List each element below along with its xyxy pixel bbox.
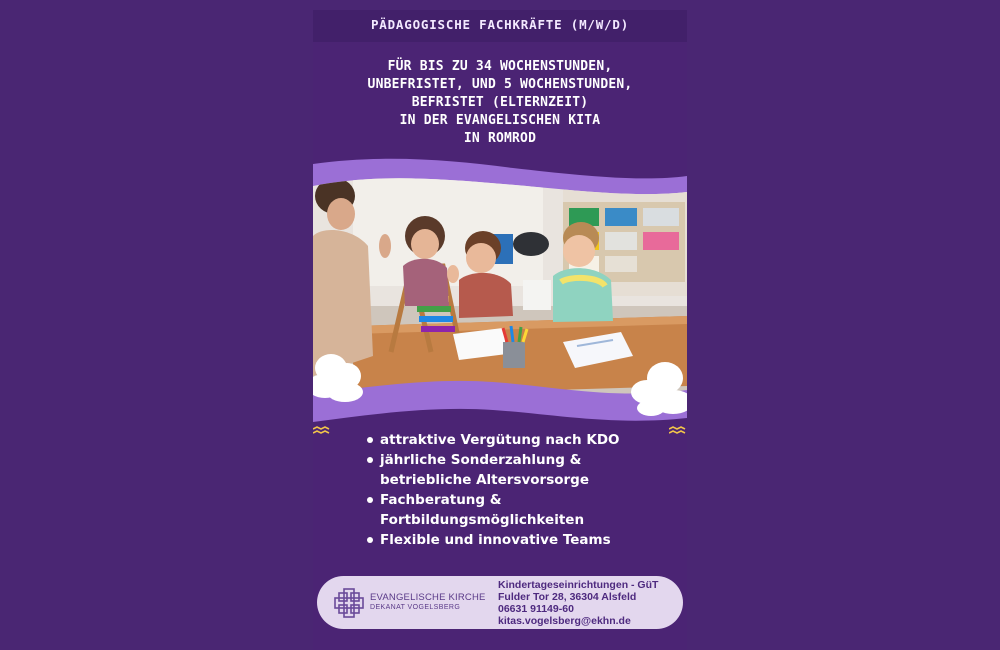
cross-logo-icon [334,588,364,618]
contact-email[interactable]: kitas.vogelsberg@ekhn.de [498,615,631,627]
list-item: attraktive Vergütung nach KDO [365,430,665,450]
benefits-list [365,430,665,550]
contact-phone[interactable]: 06631 91149-60 [498,603,574,615]
classroom-photo [313,156,687,426]
list-item: Flexible und innovative Teams [365,530,665,550]
headline-line: FÜR BIS ZU 34 WOCHENSTUNDEN, [387,59,613,74]
org-subtitle: DEKANAT VOGELSBERG [370,604,461,611]
classroom-illustration [313,156,687,426]
contact-footer [317,576,683,629]
zigzag-wave-icon [313,426,331,436]
contact-info [498,579,678,627]
contact-address: Fulder Tor 28, 36304 Alsfeld [498,591,637,603]
headline-line: IN ROMROD [463,131,537,146]
zigzag-wave-icon [669,426,687,436]
headline-line: IN DER EVANGELISCHEN KITA [399,113,601,128]
contact-line: Kindertageseinrichtungen - GüT [498,579,659,591]
job-flyer [313,10,687,650]
org-name: EVANGELISCHE KIRCHE [370,592,486,603]
list-item: Fachberatung & Fortbildungsmöglichkeiten [365,490,665,530]
list-item: jährliche Sonderzahlung & betriebliche Altersvorsorge [365,450,665,490]
headline-line: BEFRISTET (ELTERNZEIT) [411,95,589,110]
headline-line: UNBEFRISTET, UND 5 WOCHENSTUNDEN, [367,77,633,92]
job-headline [313,58,687,148]
job-title: PÄDAGOGISCHE FACHKRÄFTE (M/W/D) [370,17,630,32]
